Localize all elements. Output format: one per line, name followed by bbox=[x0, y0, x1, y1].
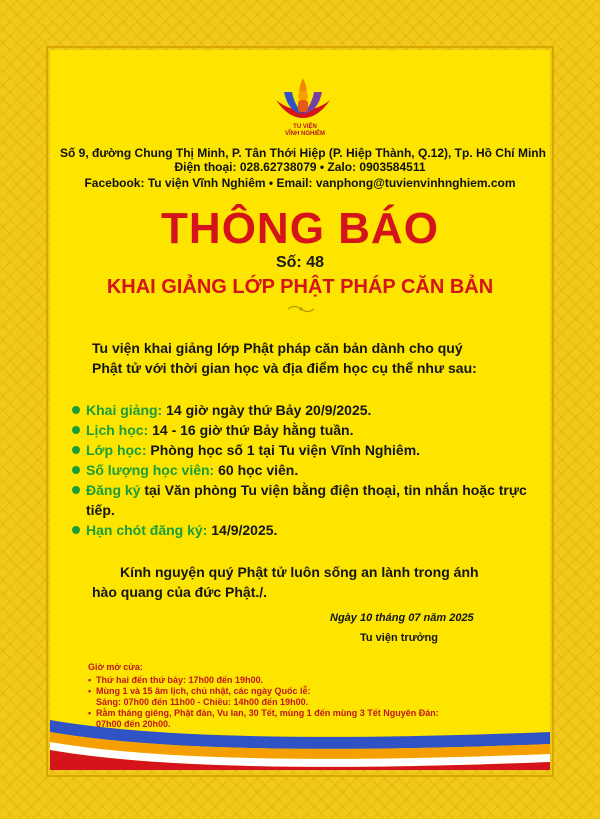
signer-title: Tu viện trưởng bbox=[360, 632, 438, 644]
phone-line: Điện thoại: 028.62738079 • Zalo: 0903584511 bbox=[174, 160, 426, 174]
ornament-icon bbox=[286, 304, 316, 314]
logo-text bbox=[280, 124, 330, 138]
item-text: 14 giờ ngày thứ Bảy 20/9/2025. bbox=[162, 402, 372, 418]
list-item bbox=[72, 440, 542, 460]
bullet-icon bbox=[72, 466, 80, 474]
address-line: Số 9, đường Chung Thị Minh, P. Tân Thới Hiệp (P. Hiệp Thành, Q.12), Tp. Hồ Chí Minh bbox=[60, 146, 546, 160]
list-item bbox=[72, 400, 542, 420]
intro-line-2: Phật tử với thời gian học và địa điểm học cụ thể như sau: bbox=[92, 360, 477, 376]
contact-line: Facebook: Tu viện Vĩnh Nghiêm • Email: vanphong@tuvienvinhnghiem.com bbox=[84, 176, 516, 190]
intro-paragraph bbox=[92, 338, 552, 378]
item-key: Lịch học: bbox=[86, 422, 149, 438]
logo-name: TU VIỆN bbox=[293, 124, 317, 130]
details-list bbox=[72, 400, 542, 540]
bullet-icon bbox=[72, 406, 80, 414]
opening-hours bbox=[88, 662, 528, 730]
list-item bbox=[72, 460, 542, 480]
hours-line: • Thứ hai đến thứ bảy: 17h00 đến 19h00. bbox=[88, 675, 528, 686]
bullet-icon bbox=[72, 426, 80, 434]
item-key: Hạn chót đăng ký: bbox=[86, 522, 208, 538]
closing-line-2: hào quang của đức Phật./. bbox=[92, 584, 268, 600]
item-text: 60 học viên. bbox=[214, 462, 299, 478]
notice-number: Số: 48 bbox=[275, 254, 324, 271]
hours-line: • Rằm tháng giêng, Phật đản, Vu lan, 30 Tết, mùng 1 đến mùng 3 Tết Nguyên Đán: bbox=[88, 708, 528, 719]
list-item bbox=[72, 520, 542, 540]
notice-subtitle: KHAI GIẢNG LỚP PHẬT PHÁP CĂN BẢN bbox=[106, 276, 494, 298]
bullet-icon bbox=[72, 446, 80, 454]
list-item bbox=[72, 420, 542, 440]
item-key: Lớp học: bbox=[86, 442, 147, 458]
item-text: 14/9/2025. bbox=[207, 522, 278, 538]
closing-paragraph bbox=[92, 562, 552, 602]
item-key: Đăng ký bbox=[86, 482, 141, 498]
item-text: tại Văn phòng Tu viện bằng điện thoại, tin nhắn hoặc trực tiếp. bbox=[86, 482, 527, 518]
hours-title: Giờ mở cửa: bbox=[88, 662, 143, 672]
closing-line-1: Kính nguyện quý Phật tử luôn sống an lành trong ánh bbox=[120, 564, 479, 580]
notice-title: THÔNG BÁO bbox=[161, 204, 439, 253]
item-text: 14 - 16 giờ thứ Bảy hằng tuần. bbox=[148, 422, 354, 438]
bullet-icon bbox=[72, 526, 80, 534]
intro-line-1: Tu viện khai giảng lớp Phật pháp căn bản dành cho quý bbox=[92, 340, 463, 356]
signature-date: Ngày 10 tháng 07 năm 2025 bbox=[330, 612, 474, 624]
hours-subline: Sáng: 07h00 đến 11h00 - Chiều: 14h00 đến 19h00. bbox=[96, 697, 309, 707]
bullet-icon bbox=[72, 486, 80, 494]
hours-line: • Mùng 1 và 15 âm lịch, chủ nhật, các ngày Quốc lễ: bbox=[88, 686, 528, 697]
hours-subline: 07h00 đến 20h00. bbox=[96, 719, 171, 729]
logo-subname: VĨNH NGHIÊM bbox=[284, 131, 325, 137]
item-text: Phòng học số 1 tại Tu viện Vĩnh Nghiêm. bbox=[146, 442, 421, 458]
list-item bbox=[72, 480, 542, 520]
item-key: Khai giảng: bbox=[86, 402, 163, 418]
item-key: Số lượng học viên: bbox=[86, 462, 215, 478]
